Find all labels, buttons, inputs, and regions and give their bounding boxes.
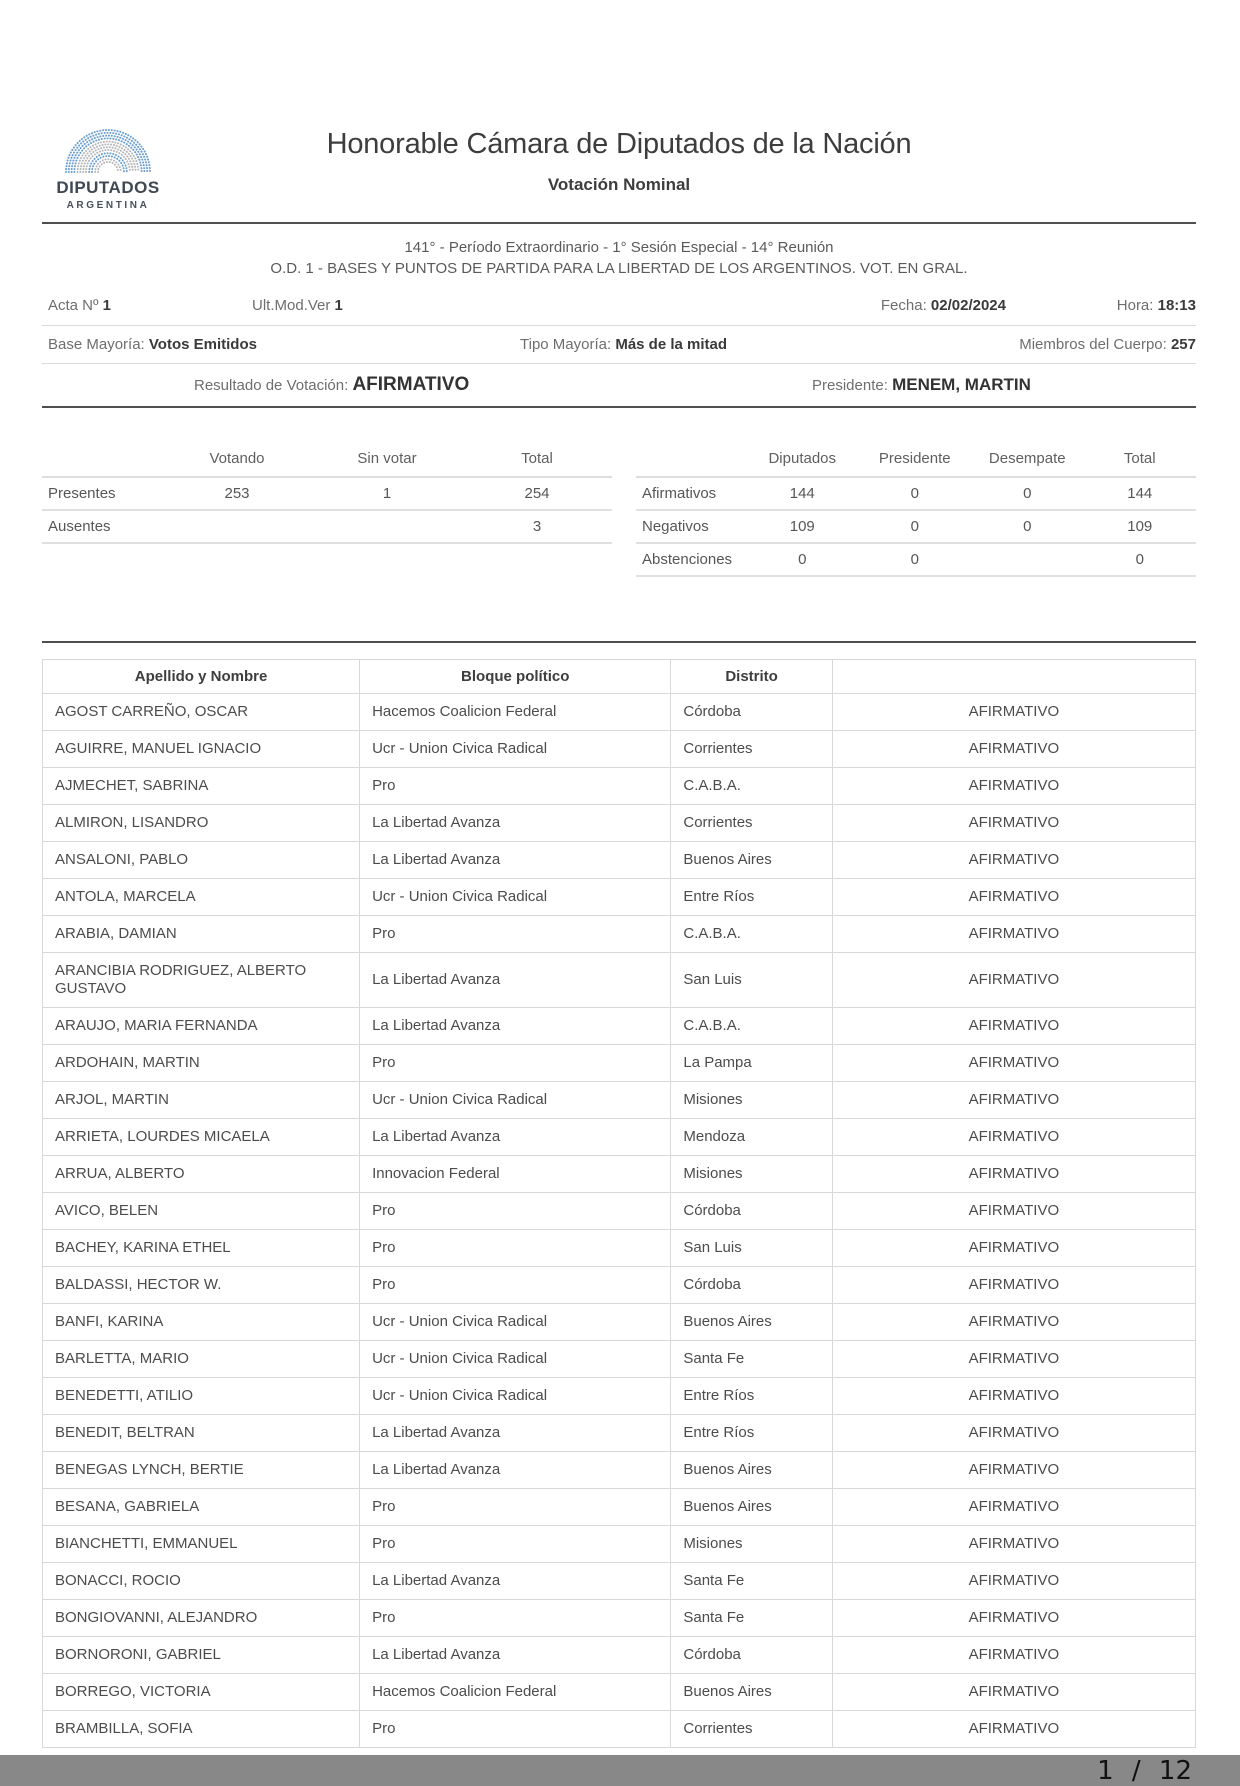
table-row: [43, 1415, 1196, 1452]
presidente-value: MENEM, MARTIN: [892, 375, 1031, 394]
summary-row-label: Presentes: [48, 485, 116, 502]
vote-result: AFIRMATIVO: [832, 694, 1195, 731]
district: Mendoza: [671, 1119, 832, 1156]
vote-result: AFIRMATIVO: [832, 916, 1195, 953]
deputy-name: ARABIA, DAMIAN: [43, 916, 360, 953]
column-header-apellido: Apellido y Nombre: [43, 660, 360, 694]
summary-value: 0: [1023, 485, 1032, 502]
vote-result: AFIRMATIVO: [832, 805, 1195, 842]
column-header: Total: [1123, 449, 1156, 467]
table-row: [43, 1267, 1196, 1304]
deputy-name: BENEGAS LYNCH, BERTIE: [43, 1452, 360, 1489]
political-bloc: Pro: [360, 1526, 671, 1563]
fecha-field: [881, 287, 1006, 325]
table-row: [43, 916, 1196, 953]
fecha-label: Fecha:: [880, 297, 927, 314]
meta-row-resultado: [42, 364, 1196, 406]
table-row: [43, 1193, 1196, 1230]
deputy-name: ARRUA, ALBERTO: [43, 1156, 360, 1193]
table-row: [43, 879, 1196, 916]
summary-value: 0: [798, 551, 807, 568]
political-bloc: Ucr - Union Civica Radical: [360, 1082, 671, 1119]
deputy-name: BORNORONI, GABRIEL: [43, 1637, 360, 1674]
presidente-label: Presidente:: [812, 377, 888, 394]
page-title: Honorable Cámara de Diputados de la Nación: [326, 128, 912, 160]
ultmod-value: 1: [334, 297, 343, 314]
political-bloc: Ucr - Union Civica Radical: [360, 731, 671, 768]
hora-label: Hora:: [1116, 297, 1154, 314]
column-header-bloque: Bloque político: [360, 660, 671, 694]
votes-table: [42, 659, 1196, 1748]
political-bloc: La Libertad Avanza: [360, 1119, 671, 1156]
district: Misiones: [671, 1156, 832, 1193]
district: Córdoba: [671, 1267, 832, 1304]
district: San Luis: [671, 1230, 832, 1267]
summary-row-label: Abstenciones: [642, 551, 733, 568]
district: Buenos Aires: [671, 1489, 832, 1526]
deputy-name: AJMECHET, SABRINA: [43, 768, 360, 805]
table-row: [43, 1452, 1196, 1489]
district: Buenos Aires: [671, 842, 832, 879]
deputy-name: BONGIOVANNI, ALEJANDRO: [43, 1600, 360, 1637]
deputy-name: ANSALONI, PABLO: [43, 842, 360, 879]
summary-row-label: Ausentes: [48, 518, 111, 535]
logo-text-diputados: DIPUTADOS: [56, 178, 160, 197]
political-bloc: Pro: [360, 1489, 671, 1526]
summary-row: [636, 544, 1196, 577]
political-bloc: La Libertad Avanza: [360, 1008, 671, 1045]
page-content: [42, 0, 1196, 1786]
table-row: [43, 1489, 1196, 1526]
district: Entre Ríos: [671, 1378, 832, 1415]
vote-result: AFIRMATIVO: [832, 1156, 1195, 1193]
vote-result: AFIRMATIVO: [832, 1267, 1195, 1304]
district: Córdoba: [671, 1193, 832, 1230]
political-bloc: Ucr - Union Civica Radical: [360, 1304, 671, 1341]
deputy-name: ARAUJO, MARIA FERNANDA: [43, 1008, 360, 1045]
column-header-voto: [832, 660, 1195, 694]
political-bloc: Pro: [360, 1230, 671, 1267]
hemicycle-logo-icon: [58, 118, 158, 176]
column-header: Votando: [209, 449, 265, 467]
vote-result: AFIRMATIVO: [832, 1415, 1195, 1452]
ultmod-label: Ult.Mod.Ver: [252, 297, 331, 314]
summary-section: [42, 440, 1196, 577]
deputy-name: BONACCI, ROCIO: [43, 1563, 360, 1600]
summary-value: 0: [1023, 518, 1032, 535]
vote-result: AFIRMATIVO: [832, 1378, 1195, 1415]
political-bloc: Innovacion Federal: [360, 1156, 671, 1193]
deputy-name: BESANA, GABRIELA: [43, 1489, 360, 1526]
political-bloc: Pro: [360, 1267, 671, 1304]
miembros-field: [1019, 326, 1196, 363]
column-header: Presidente: [878, 449, 951, 467]
tipo-mayoria-value: Más de la mitad: [615, 336, 728, 353]
vote-result: AFIRMATIVO: [832, 1008, 1195, 1045]
district: C.A.B.A.: [671, 768, 832, 805]
miembros-label: Miembros del Cuerpo:: [1019, 336, 1167, 353]
votes-table-body: [43, 694, 1196, 1748]
base-mayoria-label: Base Mayoría:: [48, 336, 145, 353]
deputy-name: AGOST CARREÑO, OSCAR: [43, 694, 360, 731]
political-bloc: La Libertad Avanza: [360, 1452, 671, 1489]
district: Buenos Aires: [671, 1452, 832, 1489]
district: C.A.B.A.: [671, 916, 832, 953]
deputy-name: AVICO, BELEN: [43, 1193, 360, 1230]
column-header: Sin votar: [357, 449, 417, 467]
vote-result: AFIRMATIVO: [832, 1489, 1195, 1526]
logo-text-argentina: ARGENTINA: [66, 200, 150, 211]
deputy-name: BALDASSI, HECTOR W.: [43, 1267, 360, 1304]
summary-value: 0: [910, 485, 919, 502]
deputy-name: BACHEY, KARINA ETHEL: [43, 1230, 360, 1267]
acta-label: Acta Nº: [48, 297, 99, 314]
deputy-name: AGUIRRE, MANUEL IGNACIO: [43, 731, 360, 768]
deputy-name: BORREGO, VICTORIA: [43, 1674, 360, 1711]
political-bloc: Pro: [360, 768, 671, 805]
table-row: [43, 1637, 1196, 1674]
table-row: [43, 1156, 1196, 1193]
political-bloc: Pro: [360, 1193, 671, 1230]
vote-result: AFIRMATIVO: [832, 1711, 1195, 1748]
vote-result: AFIRMATIVO: [832, 1304, 1195, 1341]
table-row: [43, 1341, 1196, 1378]
summary-value: 109: [789, 518, 815, 535]
political-bloc: La Libertad Avanza: [360, 1563, 671, 1600]
vote-result: AFIRMATIVO: [832, 1563, 1195, 1600]
table-row: [43, 1008, 1196, 1045]
session-line: 141° - Período Extraordinario - 1° Sesión Especial - 14° Reunión: [404, 239, 834, 256]
header-divider: [42, 222, 1196, 224]
table-row: [43, 1230, 1196, 1267]
fecha-value: 02/02/2024: [930, 297, 1006, 314]
column-header: Diputados: [768, 449, 837, 467]
tipo-mayoria-label: Tipo Mayoría:: [520, 336, 612, 353]
district: Misiones: [671, 1082, 832, 1119]
district: Entre Ríos: [671, 1415, 832, 1452]
order-of-day-line: O.D. 1 - BASES Y PUNTOS DE PARTIDA PARA LA LIBERTAD DE LOS ARGENTINOS. VOT. EN GRAL.: [270, 260, 968, 277]
table-row: [43, 1711, 1196, 1748]
base-mayoria-value: Votos Emitidos: [148, 336, 257, 353]
votes-summary-body: [636, 478, 1196, 577]
table-row: [43, 1082, 1196, 1119]
column-header: Desempate: [988, 449, 1066, 467]
political-bloc: Pro: [360, 1711, 671, 1748]
deputy-name: BENEDIT, BELTRAN: [43, 1415, 360, 1452]
vote-result: AFIRMATIVO: [832, 1045, 1195, 1082]
district: Córdoba: [671, 694, 832, 731]
vote-result: AFIRMATIVO: [832, 842, 1195, 879]
summary-row-label: Afirmativos: [642, 485, 717, 502]
table-row: [43, 1045, 1196, 1082]
political-bloc: Pro: [360, 1045, 671, 1082]
miembros-value: 257: [1170, 336, 1196, 353]
political-bloc: Hacemos Coalicion Federal: [360, 1674, 671, 1711]
district: La Pampa: [671, 1045, 832, 1082]
votes-summary-table: [636, 440, 1196, 577]
column-header: Total: [521, 449, 553, 467]
summary-value: 3: [532, 518, 542, 535]
district: Santa Fe: [671, 1600, 832, 1637]
document-header: [42, 112, 1196, 216]
summary-value: 109: [1127, 518, 1153, 535]
table-row: [43, 953, 1196, 1008]
acta-field: [48, 287, 111, 325]
political-bloc: Ucr - Union Civica Radical: [360, 1341, 671, 1378]
table-row: [43, 805, 1196, 842]
political-bloc: La Libertad Avanza: [360, 1637, 671, 1674]
presence-summary-body: [42, 478, 612, 544]
table-row: [43, 1304, 1196, 1341]
table-row: [43, 731, 1196, 768]
district: Santa Fe: [671, 1341, 832, 1378]
political-bloc: Pro: [360, 916, 671, 953]
district: Corrientes: [671, 805, 832, 842]
summary-value: 1: [382, 485, 392, 502]
vote-result: AFIRMATIVO: [832, 1230, 1195, 1267]
vote-result: AFIRMATIVO: [832, 1674, 1195, 1711]
vote-result: AFIRMATIVO: [832, 879, 1195, 916]
tipo-mayoria-field: [520, 326, 727, 363]
district: Corrientes: [671, 731, 832, 768]
presence-summary-table: [42, 440, 612, 577]
vote-result: AFIRMATIVO: [832, 1637, 1195, 1674]
political-bloc: Hacemos Coalicion Federal: [360, 694, 671, 731]
summary-value: 144: [1127, 485, 1153, 502]
summary-value: 144: [789, 485, 815, 502]
district: Entre Ríos: [671, 879, 832, 916]
district: C.A.B.A.: [671, 1008, 832, 1045]
ultmod-field: [252, 287, 343, 325]
deputy-name: ARJOL, MARTIN: [43, 1082, 360, 1119]
table-row: [43, 1526, 1196, 1563]
political-bloc: La Libertad Avanza: [360, 842, 671, 879]
resultado-field: [194, 364, 469, 407]
political-bloc: Ucr - Union Civica Radical: [360, 1378, 671, 1415]
deputy-name: BANFI, KARINA: [43, 1304, 360, 1341]
summary-value: 0: [910, 551, 919, 568]
vote-result: AFIRMATIVO: [832, 1452, 1195, 1489]
column-header-distrito: Distrito: [671, 660, 832, 694]
vote-result: AFIRMATIVO: [832, 768, 1195, 805]
deputy-name: ARRIETA, LOURDES MICAELA: [43, 1119, 360, 1156]
summary-value: 0: [1135, 551, 1144, 568]
deputy-name: BENEDETTI, ATILIO: [43, 1378, 360, 1415]
summary-row: [636, 478, 1196, 511]
deputy-name: BRAMBILLA, SOFIA: [43, 1711, 360, 1748]
table-row: [43, 694, 1196, 731]
deputy-name: ARDOHAIN, MARTIN: [43, 1045, 360, 1082]
summary-divider: [42, 641, 1196, 643]
district: Buenos Aires: [671, 1304, 832, 1341]
district: Corrientes: [671, 1711, 832, 1748]
summary-row: [42, 478, 612, 511]
vote-result: AFIRMATIVO: [832, 1341, 1195, 1378]
deputy-name: ALMIRON, LISANDRO: [43, 805, 360, 842]
district: Córdoba: [671, 1637, 832, 1674]
presidente-field: [812, 364, 1031, 407]
vote-result: AFIRMATIVO: [832, 1526, 1195, 1563]
resultado-label: Resultado de Votación:: [194, 377, 349, 394]
votes-table-header-row: [43, 660, 1196, 694]
meta-row-acta: [42, 287, 1196, 326]
vote-result: AFIRMATIVO: [832, 1082, 1195, 1119]
vote-result: AFIRMATIVO: [832, 953, 1195, 1008]
table-row: [43, 1674, 1196, 1711]
presence-summary-header: [42, 440, 612, 478]
vote-result: AFIRMATIVO: [832, 1119, 1195, 1156]
table-row: [43, 1378, 1196, 1415]
diputados-logo: [54, 118, 162, 211]
summary-row: [636, 511, 1196, 544]
political-bloc: Ucr - Union Civica Radical: [360, 879, 671, 916]
resultado-value: AFIRMATIVO: [352, 374, 470, 395]
page-indicator: 1 / 12: [1097, 1756, 1192, 1786]
deputy-name: BARLETTA, MARIO: [43, 1341, 360, 1378]
district: Buenos Aires: [671, 1674, 832, 1711]
deputy-name: ARANCIBIA RODRIGUEZ, ALBERTO GUSTAVO: [43, 953, 360, 1008]
political-bloc: La Libertad Avanza: [360, 805, 671, 842]
table-row: [43, 1119, 1196, 1156]
vote-result: AFIRMATIVO: [832, 1193, 1195, 1230]
base-mayoria-field: [48, 326, 257, 363]
votes-summary-header: [636, 440, 1196, 478]
table-row: [43, 768, 1196, 805]
district: San Luis: [671, 953, 832, 1008]
meta-row-mayoria: [42, 326, 1196, 364]
vote-result: AFIRMATIVO: [832, 731, 1195, 768]
political-bloc: La Libertad Avanza: [360, 1415, 671, 1452]
title-block: [42, 112, 1196, 195]
summary-value: 0: [910, 518, 919, 535]
political-bloc: La Libertad Avanza: [360, 953, 671, 1008]
hora-field: [1117, 287, 1196, 325]
summary-value: 253: [224, 485, 250, 502]
acta-value: 1: [102, 297, 112, 314]
session-info: [42, 237, 1196, 279]
summary-row: [42, 511, 612, 544]
vote-result: AFIRMATIVO: [832, 1600, 1195, 1637]
table-row: [43, 842, 1196, 879]
hora-value: 18:13: [1157, 297, 1196, 314]
table-row: [43, 1600, 1196, 1637]
summary-row-label: Negativos: [642, 518, 709, 535]
table-row: [43, 1563, 1196, 1600]
page-subtitle: Votación Nominal: [547, 175, 691, 194]
deputy-name: BIANCHETTI, EMMANUEL: [43, 1526, 360, 1563]
district: Santa Fe: [671, 1563, 832, 1600]
political-bloc: Pro: [360, 1600, 671, 1637]
summary-value: 254: [524, 485, 550, 502]
district: Misiones: [671, 1526, 832, 1563]
deputy-name: ANTOLA, MARCELA: [43, 879, 360, 916]
